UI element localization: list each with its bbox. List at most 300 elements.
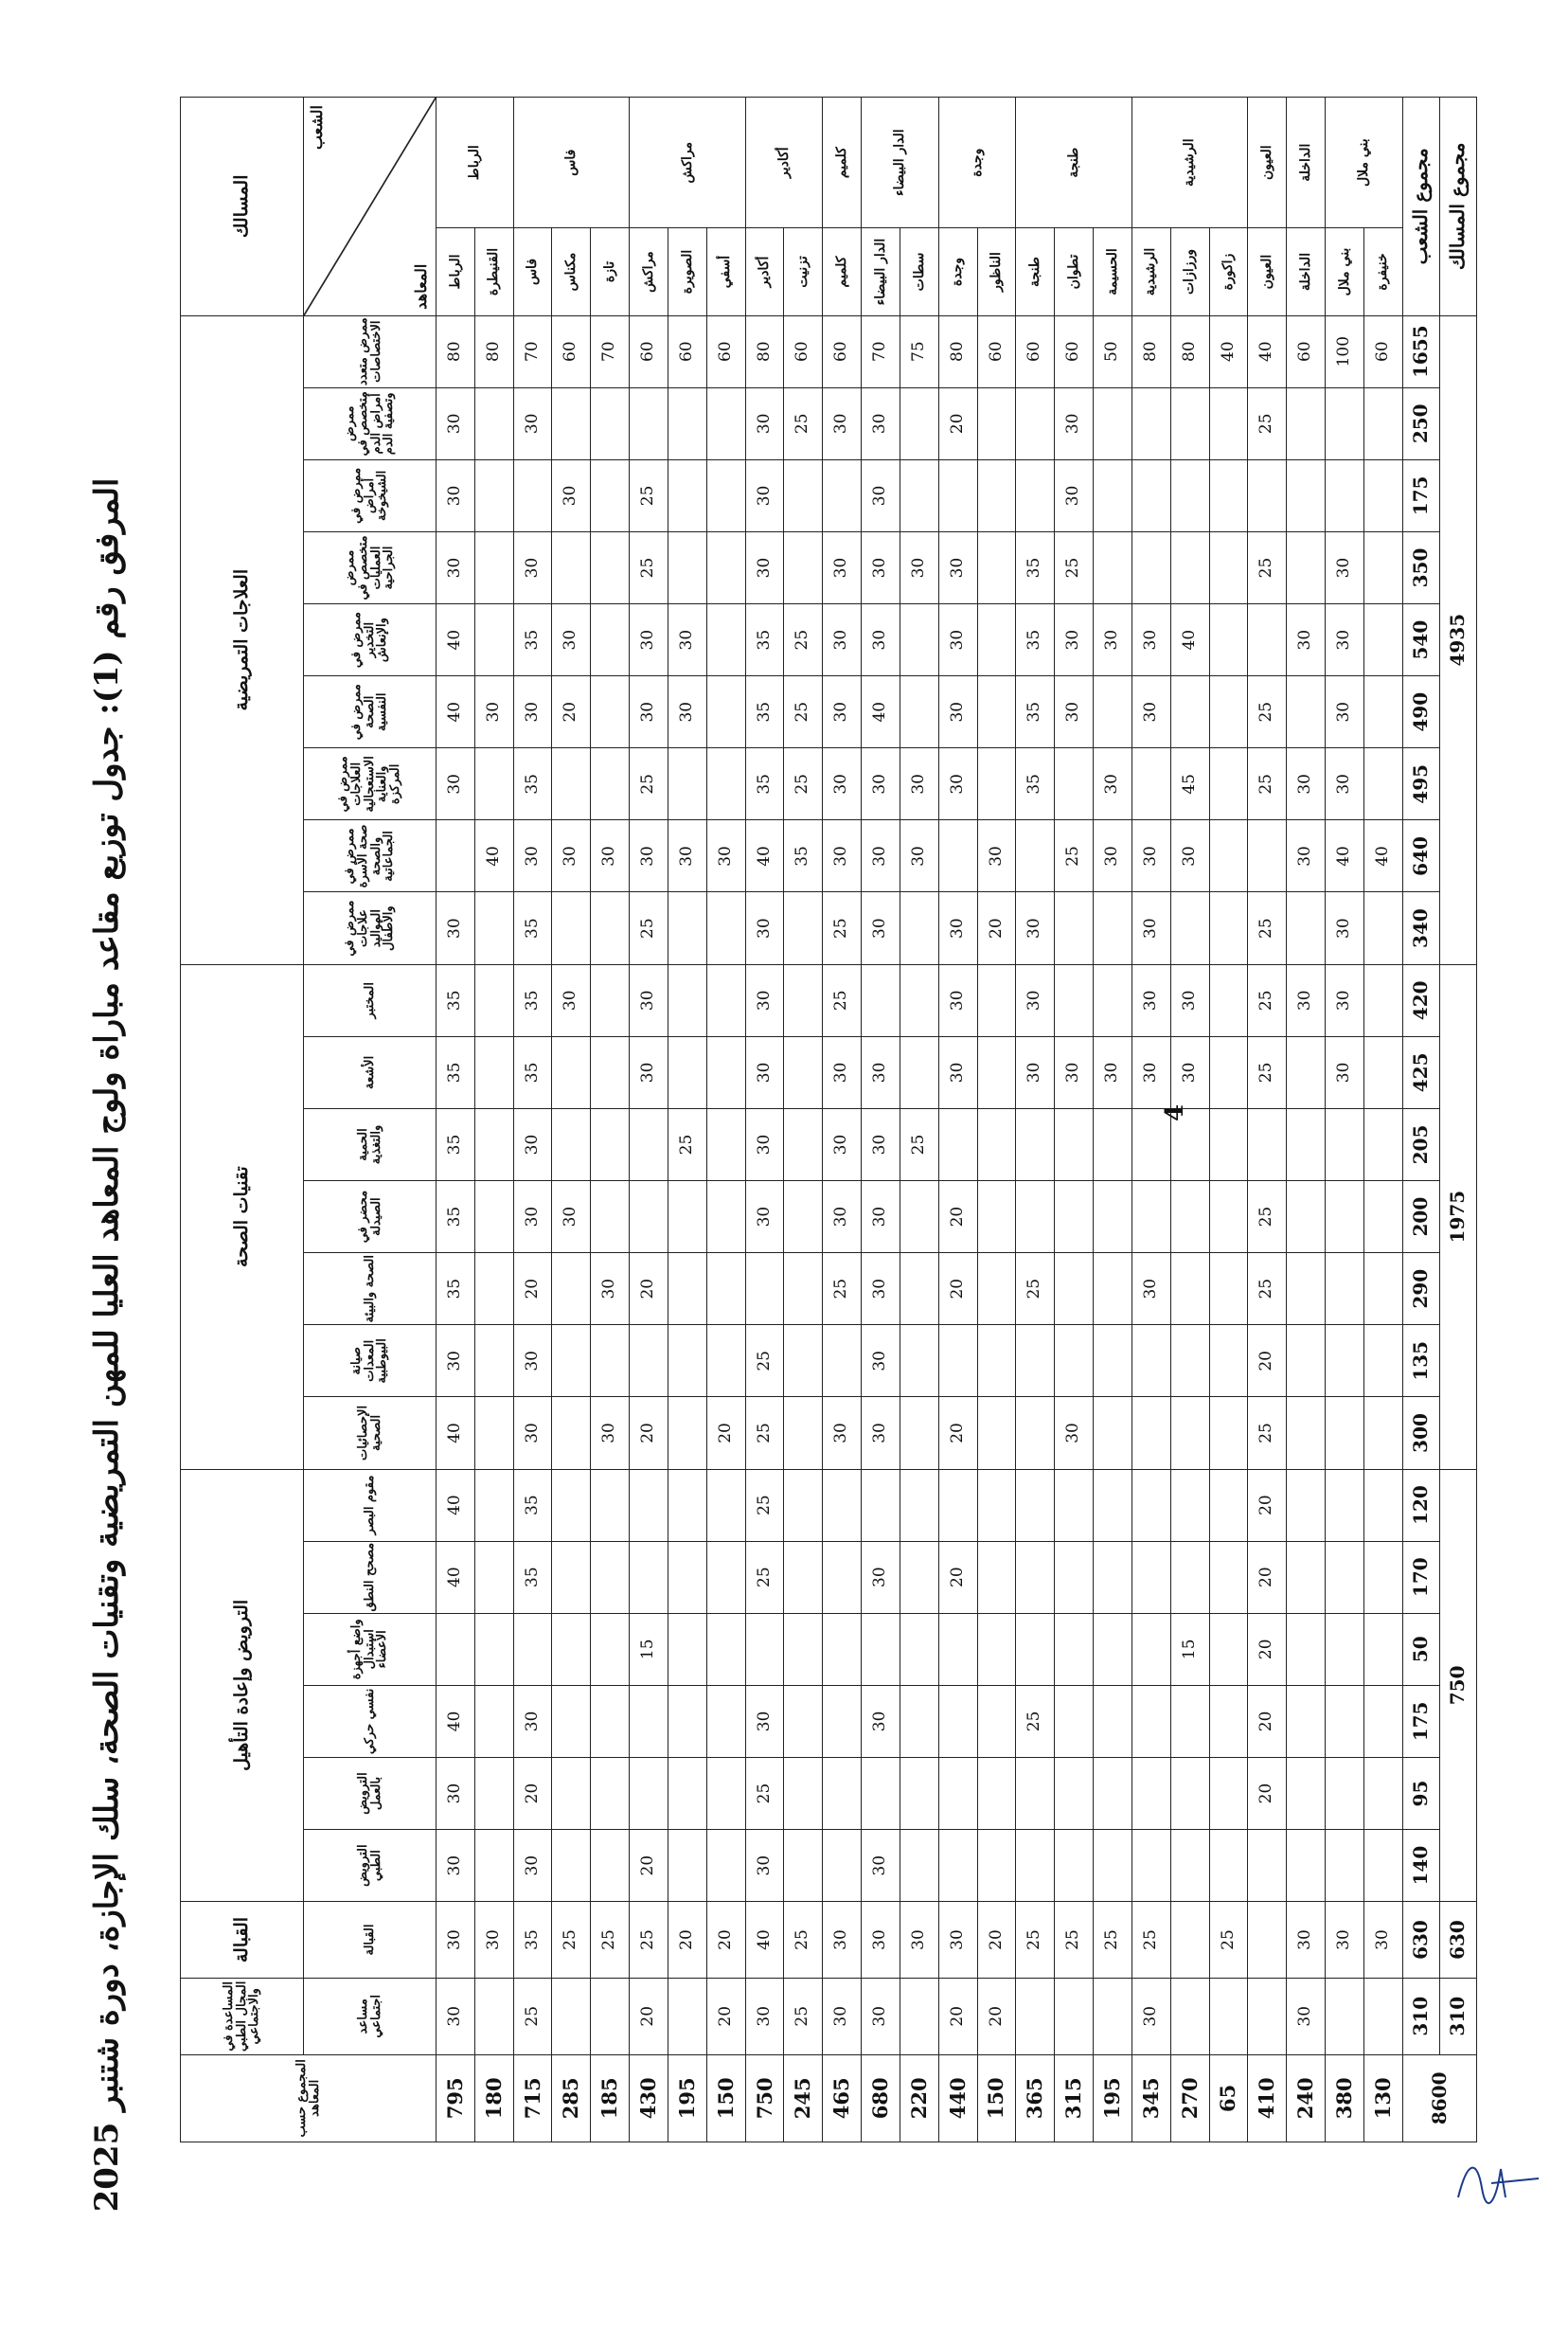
branch-cell: تزنيت (784, 228, 823, 315)
seat-cell (784, 1325, 823, 1397)
seat-cell (1170, 387, 1209, 459)
seat-cell (900, 1397, 938, 1469)
seat-cell (1363, 1325, 1402, 1397)
seat-cell (900, 892, 938, 964)
seat-cell (474, 1757, 513, 1829)
seat-cell: 30 (1055, 676, 1094, 748)
seat-cell: 20 (630, 1830, 668, 1902)
seat-cell: 40 (474, 820, 513, 892)
seat-cell (977, 1181, 1016, 1253)
institute-total-cell: 440 (938, 2054, 977, 2142)
seat-cell: 20 (1248, 1325, 1287, 1397)
seat-cell (474, 748, 513, 820)
table-row (474, 98, 513, 2142)
column-header: الأشعة (304, 1036, 437, 1108)
seat-cell: 25 (1248, 387, 1287, 459)
table-row (823, 98, 862, 2142)
seat-cell: 30 (1287, 820, 1326, 892)
seat-cell: 60 (706, 315, 745, 387)
institute-total-cell: 130 (1363, 2054, 1402, 2142)
seat-cell: 20 (938, 1541, 977, 1613)
seat-cell (1326, 459, 1364, 531)
seat-cell (630, 1541, 668, 1613)
seat-cell: 40 (1248, 315, 1287, 387)
seat-cell (1170, 1397, 1209, 1469)
table-row (784, 98, 823, 2142)
seat-cell (1131, 1613, 1170, 1685)
document-title: المرفق رقم (1): جدول توزيع مقاعد مباراة ولوج المعاهد العليا للمهن التمريضية وتقنيات الصحة، سلك الإجازة، دورة شتنبر 2025 (88, 477, 126, 2213)
table-row (900, 98, 938, 2142)
seat-cell (1209, 1108, 1248, 1180)
seat-cell (1055, 1253, 1094, 1325)
column-total-cell: 425 (1402, 1036, 1439, 1108)
seat-cell (1094, 1830, 1132, 1902)
seat-cell (706, 1757, 745, 1829)
seat-cell (552, 1469, 591, 1541)
branch-cell: الصويرة (668, 228, 706, 315)
seat-cell (1170, 1757, 1209, 1829)
institute-cell: الدار البيضاء (862, 98, 939, 228)
branch-cell: بني ملال (1326, 228, 1364, 315)
branch-cell: مكناس (552, 228, 591, 315)
seat-cell (706, 604, 745, 676)
seat-cell: 30 (745, 1978, 784, 2054)
seat-cell: 25 (900, 1108, 938, 1180)
branch-cell: الناظور (977, 228, 1016, 315)
seat-cell: 30 (591, 1253, 630, 1325)
seat-cell: 30 (900, 820, 938, 892)
seat-cell: 20 (938, 1253, 977, 1325)
seat-cell: 20 (938, 1978, 977, 2054)
seat-cell (784, 1253, 823, 1325)
seat-cell: 80 (1170, 315, 1209, 387)
table-row (630, 98, 668, 2142)
header-row-groups (181, 98, 304, 2142)
institute-total-cell: 795 (437, 2054, 475, 2142)
seat-cell (1094, 1541, 1132, 1613)
institute-total-cell: 315 (1055, 2054, 1094, 2142)
seat-cell: 30 (823, 1181, 862, 1253)
shuab-label: الشعب (308, 105, 326, 151)
seat-cell (823, 459, 862, 531)
seat-cell (706, 1108, 745, 1180)
seat-cell (552, 1397, 591, 1469)
seat-cell: 25 (1016, 1253, 1055, 1325)
seat-cell: 25 (745, 1397, 784, 1469)
seat-cell: 35 (437, 1108, 475, 1180)
seat-cell (630, 1325, 668, 1397)
column-total-cell: 420 (1402, 964, 1439, 1036)
seat-cell (474, 387, 513, 459)
seat-cell (474, 1181, 513, 1253)
table-row (977, 98, 1016, 2142)
seat-cell: 20 (630, 1978, 668, 2054)
seat-cell: 40 (437, 1685, 475, 1757)
seat-cell (1016, 1397, 1055, 1469)
seat-cell: 30 (1287, 964, 1326, 1036)
seat-cell (1363, 676, 1402, 748)
institute-total-cell: 65 (1209, 2054, 1248, 2142)
seat-cell (1055, 1108, 1094, 1180)
column-total-cell: 50 (1402, 1613, 1439, 1685)
seat-cell: 20 (1248, 1685, 1287, 1757)
branch-cell: أكادير (745, 228, 784, 315)
seat-cell: 30 (862, 1902, 900, 1979)
seat-cell: 30 (513, 531, 552, 603)
seat-cell (1363, 1469, 1402, 1541)
seat-cell (1209, 1541, 1248, 1613)
institute-total-cell: 245 (784, 2054, 823, 2142)
seat-cell (784, 964, 823, 1036)
column-header: الحمية والتغذية (304, 1108, 437, 1180)
seat-cell (1094, 1685, 1132, 1757)
seat-cell (474, 1978, 513, 2054)
seat-cell (977, 531, 1016, 603)
seat-cell: 30 (862, 1253, 900, 1325)
seat-cell (1094, 1253, 1132, 1325)
seat-cell: 30 (862, 1108, 900, 1180)
column-header: الترويض الطبي (304, 1830, 437, 1902)
seat-cell: 30 (823, 748, 862, 820)
column-header: ممرض متخصص في العمليات الجراحية (304, 531, 437, 603)
seat-cell: 35 (513, 1902, 552, 1979)
seat-cell: 30 (862, 531, 900, 603)
seat-cell (630, 387, 668, 459)
seat-cell: 30 (513, 1325, 552, 1397)
seat-cell (591, 892, 630, 964)
seat-cell (977, 1036, 1016, 1108)
seat-cell: 35 (1016, 748, 1055, 820)
seat-cell: 30 (938, 1036, 977, 1108)
seat-cell (1131, 1541, 1170, 1613)
seat-cell (1055, 1757, 1094, 1829)
seat-cell (1363, 1613, 1402, 1685)
seat-cell: 30 (552, 1181, 591, 1253)
seat-cell (977, 1325, 1016, 1397)
seat-cell: 30 (1326, 676, 1364, 748)
seat-cell (784, 1469, 823, 1541)
seat-cell (862, 964, 900, 1036)
seat-cell (784, 1108, 823, 1180)
seat-cell (552, 1978, 591, 2054)
table-row (552, 98, 591, 2142)
seat-cell (1016, 1325, 1055, 1397)
seat-cell (1016, 1469, 1055, 1541)
seat-cell (706, 1541, 745, 1613)
seat-cell (591, 1036, 630, 1108)
column-total-cell: 175 (1402, 459, 1439, 531)
seat-cell: 25 (784, 1902, 823, 1979)
seat-cell: 30 (1170, 964, 1209, 1036)
seat-cell: 30 (1094, 604, 1132, 676)
seat-cell (823, 1757, 862, 1829)
seat-cell (591, 387, 630, 459)
seat-cell (1016, 1108, 1055, 1180)
seat-cell: 30 (1131, 820, 1170, 892)
seat-cell (900, 1469, 938, 1541)
seat-cell (1055, 1613, 1094, 1685)
seat-cell (900, 964, 938, 1036)
seat-cell: 30 (668, 820, 706, 892)
seat-cell (474, 1108, 513, 1180)
column-header: ممرض في صحة الأسرة والصحة الجماعاتية (304, 820, 437, 892)
seat-cell: 35 (745, 676, 784, 748)
seat-cell (1209, 1325, 1248, 1397)
seat-cell (668, 1685, 706, 1757)
branch-cell: الدار البيضاء (862, 228, 900, 315)
seat-cell: 30 (1326, 1036, 1364, 1108)
maahid-label: المعاهد (412, 263, 431, 310)
branch-cell: الرباط (437, 228, 475, 315)
seat-cell: 30 (862, 1181, 900, 1253)
seat-cell (1170, 892, 1209, 964)
seat-cell: 30 (862, 1325, 900, 1397)
seat-cell (1248, 1830, 1287, 1902)
seat-cell (823, 1613, 862, 1685)
seat-cell: 30 (823, 1902, 862, 1979)
seat-cell (668, 1397, 706, 1469)
seat-cell: 30 (437, 387, 475, 459)
seat-cell: 30 (745, 892, 784, 964)
seat-cell: 30 (1055, 1397, 1094, 1469)
seat-cell: 20 (938, 1397, 977, 1469)
seat-cell (977, 1541, 1016, 1613)
seat-cell (474, 1325, 513, 1397)
seat-cell (784, 1541, 823, 1613)
seat-cell: 80 (474, 315, 513, 387)
seat-cell: 30 (706, 820, 745, 892)
table-row (1016, 98, 1055, 2142)
seat-cell (938, 459, 977, 531)
seat-cell: 30 (1055, 387, 1094, 459)
seat-cell (706, 387, 745, 459)
seat-cell (1094, 892, 1132, 964)
seat-cell: 25 (630, 1902, 668, 1979)
seat-cell: 35 (1016, 604, 1055, 676)
seat-cell (1131, 531, 1170, 603)
seat-cell (1016, 820, 1055, 892)
seat-cell (977, 1397, 1016, 1469)
column-total-cell: 340 (1402, 892, 1439, 964)
seat-cell: 25 (1248, 1181, 1287, 1253)
table-row (513, 98, 552, 2142)
seat-cell (1016, 459, 1055, 531)
column-total-cell: 200 (1402, 1181, 1439, 1253)
column-header: مساعد اجتماعي (304, 1978, 437, 2054)
column-total-cell: 205 (1402, 1108, 1439, 1180)
seat-cell (474, 1253, 513, 1325)
seat-cell (1016, 1757, 1055, 1829)
seat-cell: 30 (823, 1978, 862, 2054)
seat-cell (1326, 1253, 1364, 1325)
seat-cell: 20 (552, 676, 591, 748)
seat-cell: 30 (1326, 748, 1364, 820)
social-group-header: المساعدة في المجال الطبي والاجتماعي (181, 1978, 304, 2054)
seat-cell: 30 (437, 459, 475, 531)
institute-total-cell: 180 (474, 2054, 513, 2142)
seat-cell (938, 1830, 977, 1902)
seat-cell (668, 1613, 706, 1685)
seat-cell (591, 1685, 630, 1757)
seat-cell (474, 531, 513, 603)
seat-cell (784, 1397, 823, 1469)
seat-cell: 30 (862, 459, 900, 531)
seat-cell (1209, 459, 1248, 531)
seat-cell (591, 1613, 630, 1685)
seat-cell: 30 (474, 1902, 513, 1979)
seat-cell (1170, 676, 1209, 748)
seat-cell (900, 1325, 938, 1397)
seat-cell (1209, 964, 1248, 1036)
institute-total-cell: 430 (630, 2054, 668, 2142)
seat-cell: 20 (1248, 1469, 1287, 1541)
institute-cell: الرباط (437, 98, 514, 228)
seat-cell: 30 (437, 1978, 475, 2054)
seat-cell: 25 (823, 892, 862, 964)
seat-cell (862, 1469, 900, 1541)
seat-cell: 35 (437, 964, 475, 1036)
seat-cell (1209, 748, 1248, 820)
seat-cell: 45 (1170, 748, 1209, 820)
seat-cell (1326, 387, 1364, 459)
seat-cell (1363, 387, 1402, 459)
seat-cell (630, 1685, 668, 1757)
seat-cell (1055, 1978, 1094, 2054)
seat-cell: 40 (745, 820, 784, 892)
seat-cell (1055, 748, 1094, 820)
institute-cell: فاس (513, 98, 629, 228)
seat-cell: 30 (938, 1902, 977, 1979)
seat-cell: 15 (630, 1613, 668, 1685)
seat-cell (938, 820, 977, 892)
column-header: واضع أجهزة استبدال الأعضاء (304, 1613, 437, 1685)
seat-cell: 30 (1094, 1036, 1132, 1108)
seat-cell (591, 1108, 630, 1180)
seat-cell: 80 (1131, 315, 1170, 387)
seat-cell: 25 (745, 1757, 784, 1829)
social-total-cell: 310 (1439, 1978, 1476, 2054)
seat-cell (630, 1181, 668, 1253)
seat-cell: 25 (1209, 1902, 1248, 1979)
seat-cell (1363, 1757, 1402, 1829)
seat-cell (900, 1830, 938, 1902)
seat-cell (1326, 1978, 1364, 2054)
seat-cell (1209, 1830, 1248, 1902)
seat-cell: 30 (938, 964, 977, 1036)
seat-cell (706, 676, 745, 748)
branch-cell: تطوان (1055, 228, 1094, 315)
seat-cell (552, 1036, 591, 1108)
seat-cell: 30 (437, 892, 475, 964)
seat-cell (591, 676, 630, 748)
seat-cell (1016, 1541, 1055, 1613)
seat-cell (1326, 1181, 1364, 1253)
branch-cell: القنيطرة (474, 228, 513, 315)
seat-cell (1209, 387, 1248, 459)
seat-cell: 30 (823, 604, 862, 676)
seat-cell: 30 (1287, 1978, 1326, 2054)
seat-cell (591, 748, 630, 820)
seat-cell: 20 (706, 1978, 745, 2054)
seat-cell: 40 (1170, 604, 1209, 676)
seat-cell (1287, 1253, 1326, 1325)
nursing-total-cell: 4935 (1439, 315, 1476, 964)
seat-cell: 30 (823, 676, 862, 748)
institute-total-cell: 185 (591, 2054, 630, 2142)
seat-cell (1209, 1685, 1248, 1757)
seat-cell: 30 (862, 387, 900, 459)
seat-cell (1363, 964, 1402, 1036)
seat-cell (591, 1325, 630, 1397)
seat-cell (474, 1469, 513, 1541)
seat-cell: 20 (630, 1397, 668, 1469)
seat-cell (823, 1830, 862, 1902)
seat-cell (474, 964, 513, 1036)
institute-total-cell: 240 (1287, 2054, 1326, 2142)
seat-cell: 25 (1248, 892, 1287, 964)
seat-cell: 25 (1248, 1253, 1287, 1325)
seat-cell: 30 (437, 531, 475, 603)
seat-cell (668, 964, 706, 1036)
seat-cell: 25 (513, 1978, 552, 2054)
page-number: 4 (1161, 1103, 1190, 1122)
seat-cell (668, 892, 706, 964)
institute-total-cell: 150 (706, 2054, 745, 2142)
seat-cell (1131, 1397, 1170, 1469)
seat-cell (1131, 459, 1170, 531)
column-total-cell: 495 (1402, 748, 1439, 820)
seat-cell: 25 (1016, 1685, 1055, 1757)
seat-cell (1287, 1036, 1326, 1108)
seat-cell: 80 (437, 315, 475, 387)
seat-cell (706, 892, 745, 964)
seat-cell: 30 (437, 1325, 475, 1397)
seat-cell (591, 1978, 630, 2054)
seat-cell (823, 1469, 862, 1541)
seat-cell (977, 1613, 1016, 1685)
seat-cell (977, 1757, 1016, 1829)
seat-cell (1363, 1978, 1402, 2054)
seat-cell: 30 (1131, 1036, 1170, 1108)
column-header: ممرض في العلاجات الاستعجالية والعناية المركزة (304, 748, 437, 820)
seat-cell (1287, 387, 1326, 459)
seat-cell: 35 (513, 1036, 552, 1108)
seat-cell (1326, 1108, 1364, 1180)
branch-cell: مراكش (630, 228, 668, 315)
seat-cell: 30 (938, 676, 977, 748)
seat-cell (1326, 1757, 1364, 1829)
seat-cell (938, 1108, 977, 1180)
group-totals-label: مجموع المسالك (1439, 98, 1476, 316)
seat-cell (552, 892, 591, 964)
seat-cell (1131, 1685, 1170, 1757)
seat-cell (1248, 1108, 1287, 1180)
group-totals-row (1439, 98, 1476, 2142)
seat-cell (900, 1685, 938, 1757)
seat-cell: 30 (900, 1902, 938, 1979)
seat-cell (1363, 459, 1402, 531)
rehab-group-header: الترويض وإعادة التأهيل (181, 1469, 304, 1902)
seat-cell: 40 (437, 1397, 475, 1469)
seat-cell (1016, 1613, 1055, 1685)
seat-cell (784, 531, 823, 603)
seat-cell: 40 (1326, 820, 1364, 892)
seat-cell: 30 (591, 820, 630, 892)
seat-cell: 25 (1248, 1036, 1287, 1108)
institute-total-cell: 345 (1131, 2054, 1170, 2142)
seat-cell: 60 (1016, 315, 1055, 387)
seat-cell: 30 (1326, 604, 1364, 676)
